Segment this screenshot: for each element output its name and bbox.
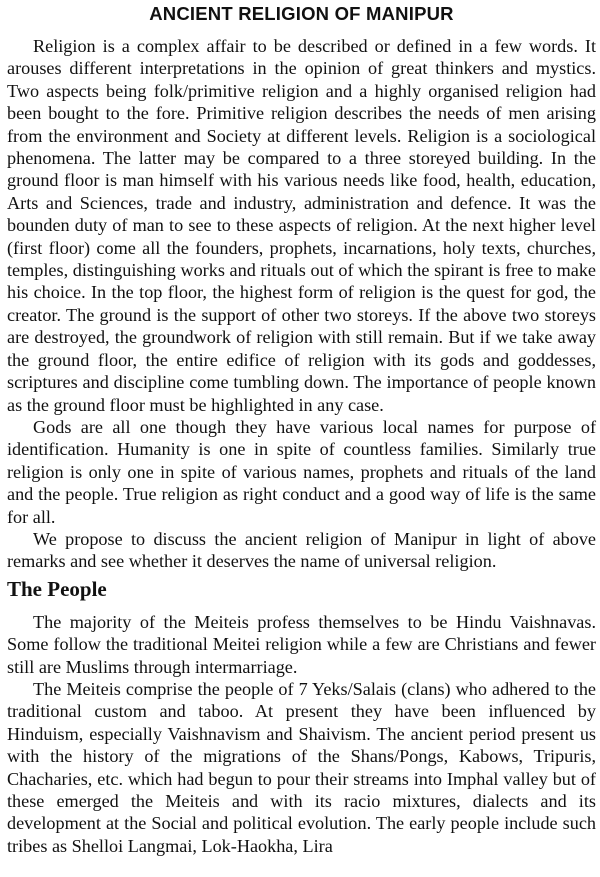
paragraph-purpose: We propose to discuss the ancient religion of Manipur in light of above remarks and see whether it deserves the name of universal religion. <box>7 528 596 572</box>
page-title: ANCIENT RELIGION OF MANIPUR <box>149 3 454 24</box>
paragraph-gods-are-one: Gods are all one though they have various local names for purpose of identification. Humanity is one in spite of countless families. Similarly true religion is only one in spite of various names, prophets and rituals of the land and the people. True religion as right conduct and a good way of life is the same for all. <box>7 416 596 527</box>
paragraph-meitei-majority: The majority of the Meiteis profess themselves to be Hindu Vaishnavas. Some follow the traditional Meitei religion while a few are Christians and fewer still are Muslims through intermarriage. <box>7 611 596 677</box>
paragraph-religion-definition: Religion is a complex affair to be described or defined in a few words. It arouses different interpretations in the opinion of great thinkers and mystics. Two aspects being folk/primitive religion and a highly organised religion had been bought to the fore. Primitive religion describes the needs of men arising from the environment and Society at different levels. Religion is a sociological phenomena. The latter may be compared to a three storeyed building. In the ground floor is man himself with his various needs like food, health, education, Arts and Sciences, trade and industry, administration and defence. It was the bounden duty of man to see to these aspects of religion. At the next higher level (first floor) come all the founders, prophets, incarnations, holy texts, churches, temples, distinguishing works and rituals out of which the spirant is free to make his choice. In the top floor, the highest form of religion is the quest for god, the creator. The ground is the support of other two storeys. If the above two storeys are destroyed, the groundwork of religion with still remain. But if we take away the ground floor, the entire edifice of religion with its gods and goddesses, scriptures and discipline come tumbling down. The importance of people known as the ground floor must be highlighted in any case. <box>7 36 596 415</box>
document-page <box>7 2 596 857</box>
paragraph-meitei-clans: The Meiteis comprise the people of 7 Yeks/Salais (clans) who adhered to the traditional custom and taboo. At present they have been influenced by Hinduism, especially Vaishnavism and Shaivism. The ancient period present us with the history of the migrations of the Shans/Pongs, Kabows, Tripuris, Chacharies, etc. which had begun to pour their streams into Imphal valley but of these emerged the Meiteis and with its racio mixtures, dialects and its development at the Social and political evolution. The early people include such tribes as Shelloi Langmai, Lok-Haokha, Lira <box>7 678 596 856</box>
section-heading-the-people: The People <box>7 576 107 601</box>
